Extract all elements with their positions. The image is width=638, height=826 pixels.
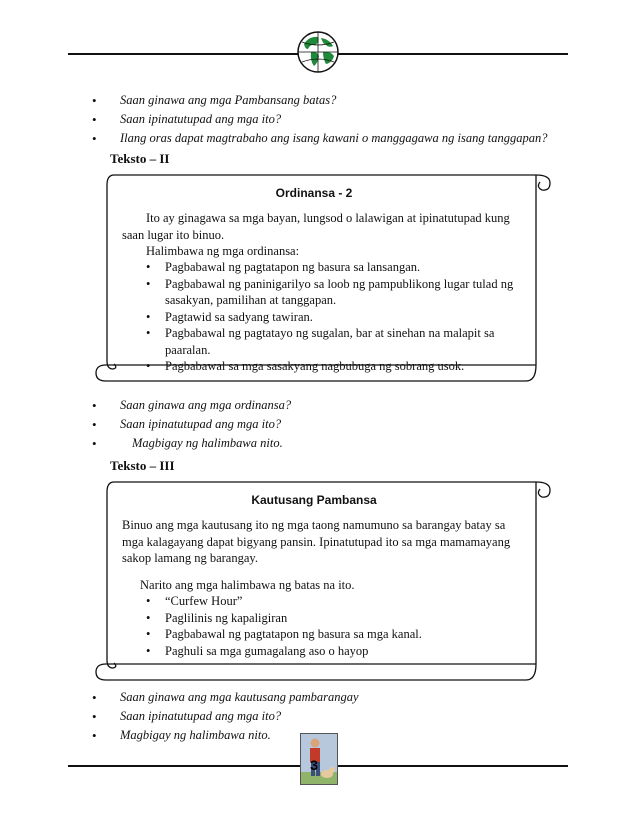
question-item	[92, 434, 291, 453]
question-text: Magbigay ng halimbawa nito.	[132, 436, 283, 450]
list-item: • Pagbabawal sa mga sasakyang nagbubuga ng sobrang usok.	[146, 358, 522, 375]
ordinance-examples	[146, 259, 522, 375]
list-item: • Pagbabawal ng paninigarilyo sa loob ng pampublikong lugar tulad ng sasakyan, pamilihan at tanggapan.	[146, 276, 522, 309]
question-item: • Saan ipinatutupad ang mga ito?	[92, 110, 547, 129]
barangay-examples	[146, 593, 522, 659]
question-item: • Ilang oras dapat magtrabaho ang isang kawani o manggagawa ng isang tanggapan?	[92, 129, 547, 148]
scroll-kautusan	[94, 472, 554, 686]
question-item: • Saan ginawa ang mga Pambansang batas?	[92, 91, 547, 110]
question-item: • Saan ipinatutupad ang mga ito?	[92, 415, 291, 434]
list-item: • Paglilinis ng kapaligiran	[146, 610, 522, 627]
list-item: • Paghuli sa mga gumagalang aso o hayop	[146, 643, 522, 660]
list-item: • Pagbabawal ng pagtatayo ng sugalan, bar at sinehan na malapit sa paaralan.	[146, 325, 522, 358]
teksto-2-label: Teksto – II	[110, 151, 170, 166]
scroll-ordinansa	[94, 165, 554, 387]
question-item: • Saan ginawa ang mga ordinansa?	[92, 396, 291, 415]
examples-heading: Halimbawa ng mga ordinansa:	[146, 244, 300, 258]
scroll-title: Ordinansa - 2	[275, 186, 353, 200]
question-list-2	[92, 396, 291, 453]
question-item: • Saan ipinatutupad ang mga ito?	[92, 707, 359, 726]
scroll-intro: Binuo ang mga kautusang ito ng mga taong namumuno sa barangay batay sa mga kalagayang dapat bigyang pansin. Ipinatutupad ito sa mga mamamayang sakop lamang ng barangay.	[122, 518, 511, 565]
examples-heading: Narito ang mga halimbawa ng batas na ito.	[140, 578, 355, 592]
question-item: • Saan ginawa ang mga kautusang pambarangay	[92, 688, 359, 707]
scroll-intro: Ito ay ginagawa sa mga bayan, lungsod o lalawigan at ipinatutupad kung saan lugar ito binuo.	[122, 211, 510, 242]
list-item: • Pagbabawal ng pagtatapon ng basura sa lansangan.	[146, 259, 522, 276]
list-item: • Pagtawid sa sadyang tawiran.	[146, 309, 522, 326]
globe-icon	[296, 30, 340, 74]
question-item: • Magbigay ng halimbawa nito.	[92, 726, 359, 745]
list-item: • Pagbabawal ng pagtatapon ng basura sa mga kanal.	[146, 626, 522, 643]
list-item: • “Curfew Hour”	[146, 593, 522, 610]
question-list-1	[92, 91, 547, 148]
scroll-title: Kautusang Pambansa	[251, 493, 377, 507]
page-number: 3	[310, 757, 318, 773]
teksto-3-label: Teksto – III	[110, 458, 175, 473]
